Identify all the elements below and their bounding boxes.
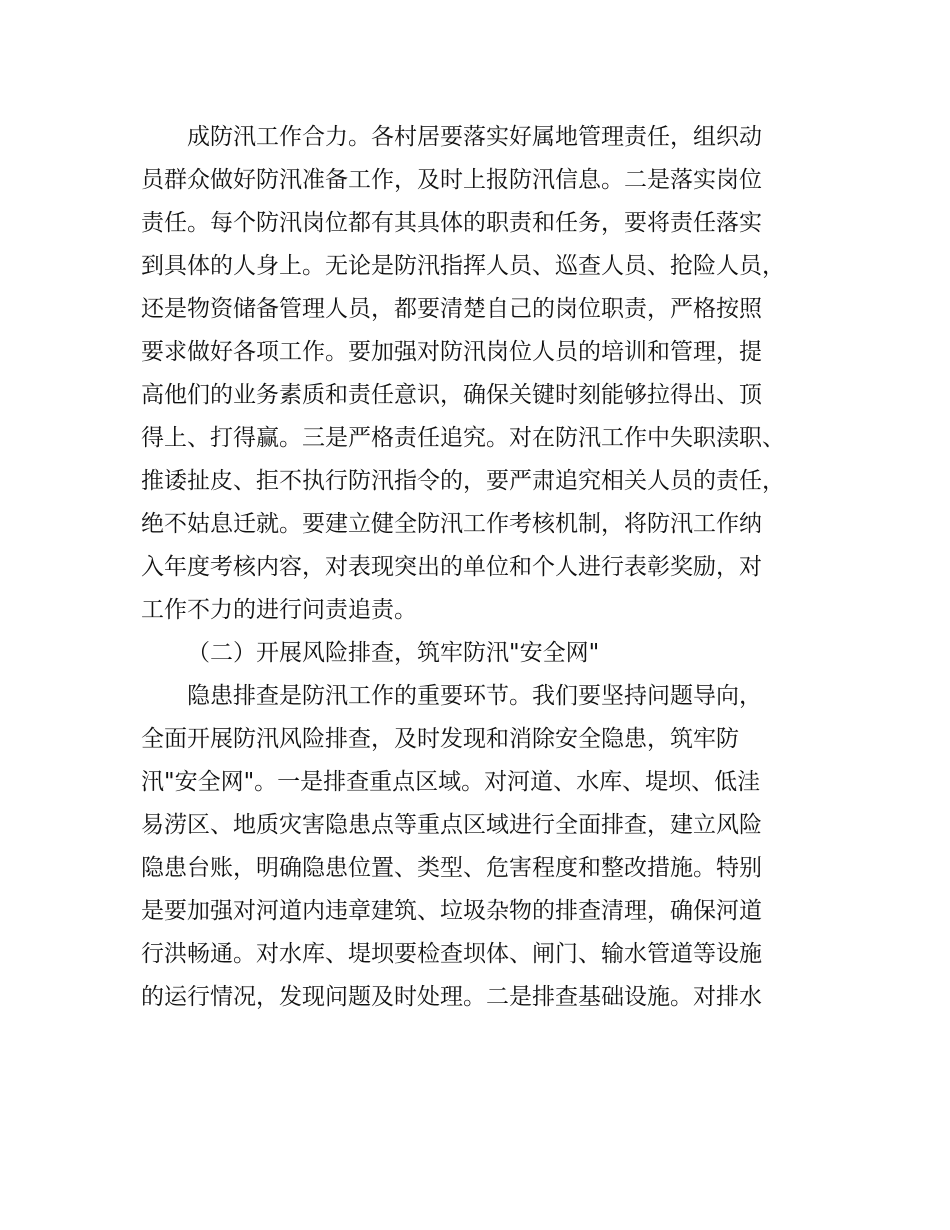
text-line: 汛"安全网"。一是排查重点区域。对河道、水库、堤坝、低洼 [141,769,761,795]
text-line: 绝不姑息迁就。要建立健全防汛工作考核机制，将防汛工作纳 [141,511,762,537]
text-line: 成防汛工作合力。各村居要落实好属地管理责任，组织动 [187,124,762,150]
text-line: 工作不力的进行问责追责。 [141,597,417,623]
text-line: 还是物资储备管理人员，都要清楚自己的岗位职责，严格按照 [141,296,762,322]
text-line: 全面开展防汛风险排查，及时发现和消除安全隐患，筑牢防 [141,726,739,752]
text-line: 隐患排查是防汛工作的重要环节。我们要坚持问题导向， [187,683,762,709]
text-line: 责任。每个防汛岗位都有其具体的职责和任务，要将责任落实 [141,210,762,236]
text-line: 员群众做好防汛准备工作，及时上报防汛信息。二是落实岗位 [141,167,762,193]
paragraph-responsibility [141,116,831,632]
text-line: 易涝区、地质灾害隐患点等重点区域进行全面排查，建立风险 [141,812,762,838]
text-line: 是要加强对河道内违章建筑、垃圾杂物的排查清理，确保河道 [141,898,762,924]
text-line: 行洪畅通。对水库、堤坝要检查坝体、闸门、输水管道等设施 [141,941,762,967]
text-line: 隐患台账，明确隐患位置、类型、危害程度和整改措施。特别 [141,855,762,881]
text-line: 推诿扯皮、拒不执行防汛指令的，要严肃追究相关人员的责任， [141,468,785,494]
text-line: 到具体的人身上。无论是防汛指挥人员、巡查人员、抢险人员， [141,253,785,279]
text-line: 高他们的业务素质和责任意识，确保关键时刻能够拉得出、顶 [141,382,762,408]
text-line: 要求做好各项工作。要加强对防汛岗位人员的培训和管理，提 [141,339,762,365]
text-line: 入年度考核内容，对表现突出的单位和个人进行表彰奖励，对 [141,554,762,580]
text-line: 得上、打得赢。三是严格责任追究。对在防汛工作中失职渎职、 [141,425,785,451]
document-body [141,116,831,1019]
section-heading [141,632,831,675]
text-line: 的运行情况，发现问题及时处理。二是排查基础设施。对排水 [141,984,762,1010]
paragraph-risk-inspection [141,675,831,1019]
section-heading-text: （二）开展风险排查，筑牢防汛"安全网" [187,640,600,666]
